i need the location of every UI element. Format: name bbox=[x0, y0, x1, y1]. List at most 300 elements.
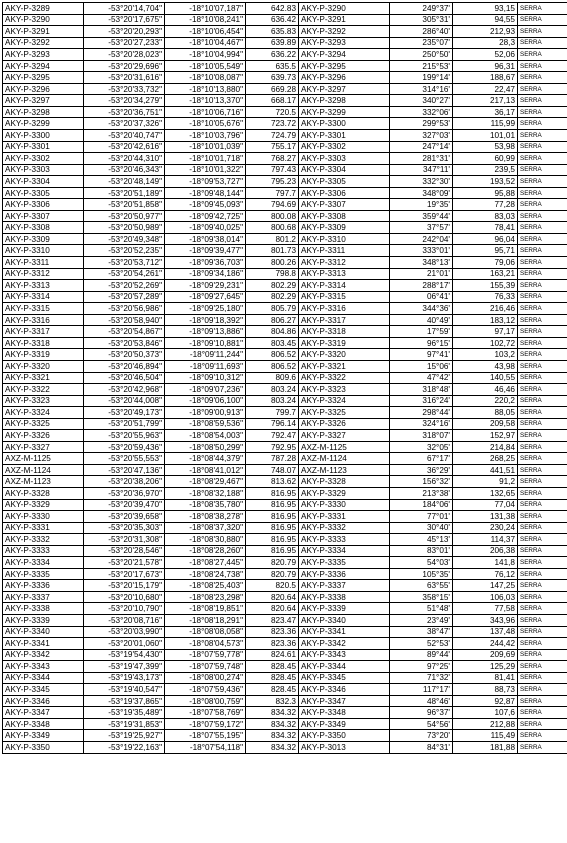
cell-distance: 212,93 bbox=[453, 26, 518, 38]
cell-longitude: -53°20'44,008" bbox=[84, 395, 165, 407]
cell-longitude: -53°20'46,504" bbox=[84, 372, 165, 384]
cell-altitude: 834.32 bbox=[246, 707, 299, 719]
cell-next-point-id: AKY-P-3331 bbox=[299, 511, 390, 523]
table-row bbox=[3, 441, 567, 453]
cell-azimuth: 51°48' bbox=[390, 603, 453, 615]
cell-latitude: -18°08'29,467" bbox=[165, 476, 246, 488]
cell-altitude: 828.45 bbox=[246, 684, 299, 696]
cell-altitude: 834.32 bbox=[246, 742, 299, 754]
cell-type: SERRA bbox=[518, 360, 567, 372]
cell-longitude: -53°19'35,489" bbox=[84, 707, 165, 719]
table-row bbox=[3, 326, 567, 338]
cell-altitude: 723.72 bbox=[246, 118, 299, 130]
cell-next-point-id: AXZ-M-1125 bbox=[299, 441, 390, 453]
cell-longitude: -53°20'51,858" bbox=[84, 199, 165, 211]
cell-latitude: -18°09'11,244" bbox=[165, 349, 246, 361]
cell-altitude: 669.28 bbox=[246, 83, 299, 95]
cell-type: SERRA bbox=[518, 49, 567, 61]
cell-latitude: -18°08'59,536" bbox=[165, 418, 246, 430]
cell-azimuth: 77°01' bbox=[390, 511, 453, 523]
cell-point-id: AKY-P-3345 bbox=[3, 684, 84, 696]
cell-distance: 132,65 bbox=[453, 487, 518, 499]
cell-next-point-id: AKY-P-3344 bbox=[299, 661, 390, 673]
table-row bbox=[3, 464, 567, 476]
cell-type: SERRA bbox=[518, 164, 567, 176]
cell-altitude: 816.95 bbox=[246, 522, 299, 534]
table-row bbox=[3, 672, 567, 684]
cell-next-point-id: AKY-P-3290 bbox=[299, 3, 390, 15]
cell-next-point-id: AKY-P-3292 bbox=[299, 26, 390, 38]
cell-distance: 97,17 bbox=[453, 326, 518, 338]
cell-azimuth: 213°38' bbox=[390, 487, 453, 499]
cell-latitude: -18°08'37,320" bbox=[165, 522, 246, 534]
cell-latitude: -18°07'59,748" bbox=[165, 661, 246, 673]
cell-next-point-id: AKY-P-3326 bbox=[299, 418, 390, 430]
cell-azimuth: 117°17' bbox=[390, 684, 453, 696]
cell-longitude: -53°20'17,675" bbox=[84, 14, 165, 26]
cell-longitude: -53°20'52,235" bbox=[84, 245, 165, 257]
cell-type: SERRA bbox=[518, 199, 567, 211]
cell-next-point-id: AKY-P-3298 bbox=[299, 95, 390, 107]
cell-type: SERRA bbox=[518, 661, 567, 673]
cell-longitude: -53°20'55,553" bbox=[84, 453, 165, 465]
cell-latitude: -18°08'00,274" bbox=[165, 672, 246, 684]
cell-type: SERRA bbox=[518, 684, 567, 696]
table-row bbox=[3, 303, 567, 315]
cell-distance: 101,01 bbox=[453, 130, 518, 142]
cell-azimuth: 67°17' bbox=[390, 453, 453, 465]
cell-latitude: -18°09'10,881" bbox=[165, 337, 246, 349]
cell-distance: 206,38 bbox=[453, 545, 518, 557]
cell-longitude: -53°20'53,712" bbox=[84, 257, 165, 269]
cell-altitude: 792.47 bbox=[246, 430, 299, 442]
cell-longitude: -53°20'39,658" bbox=[84, 511, 165, 523]
cell-point-id: AKY-P-3310 bbox=[3, 245, 84, 257]
cell-distance: 212,88 bbox=[453, 718, 518, 730]
cell-point-id: AKY-P-3332 bbox=[3, 534, 84, 546]
cell-latitude: -18°07'58,769" bbox=[165, 707, 246, 719]
cell-azimuth: 358°15' bbox=[390, 591, 453, 603]
cell-latitude: -18°10'06,454" bbox=[165, 26, 246, 38]
cell-altitude: 823.36 bbox=[246, 638, 299, 650]
cell-point-id: AKY-P-3318 bbox=[3, 337, 84, 349]
cell-type: SERRA bbox=[518, 545, 567, 557]
cell-altitude: 820.79 bbox=[246, 568, 299, 580]
cell-altitude: 800.68 bbox=[246, 222, 299, 234]
cell-next-point-id: AKY-P-3341 bbox=[299, 626, 390, 638]
cell-point-id: AKY-P-3342 bbox=[3, 649, 84, 661]
cell-distance: 60,99 bbox=[453, 153, 518, 165]
cell-latitude: -18°08'25,403" bbox=[165, 580, 246, 592]
cell-longitude: -53°20'58,940" bbox=[84, 314, 165, 326]
cell-azimuth: 281°31' bbox=[390, 153, 453, 165]
cell-altitude: 792.95 bbox=[246, 441, 299, 453]
cell-distance: 244,42 bbox=[453, 638, 518, 650]
cell-latitude: -18°08'18,291" bbox=[165, 614, 246, 626]
cell-distance: 163,21 bbox=[453, 268, 518, 280]
cell-point-id: AKY-P-3346 bbox=[3, 695, 84, 707]
table-row bbox=[3, 407, 567, 419]
table-row bbox=[3, 695, 567, 707]
cell-type: SERRA bbox=[518, 487, 567, 499]
cell-altitude: 803.45 bbox=[246, 337, 299, 349]
cell-azimuth: 105°35' bbox=[390, 568, 453, 580]
cell-type: SERRA bbox=[518, 499, 567, 511]
cell-next-point-id: AKY-P-3339 bbox=[299, 603, 390, 615]
cell-azimuth: 333°01' bbox=[390, 245, 453, 257]
cell-point-id: AKY-P-3333 bbox=[3, 545, 84, 557]
cell-type: SERRA bbox=[518, 14, 567, 26]
cell-azimuth: 305°31' bbox=[390, 14, 453, 26]
cell-azimuth: 63°55' bbox=[390, 580, 453, 592]
cell-longitude: -53°20'10,790" bbox=[84, 603, 165, 615]
table-row bbox=[3, 37, 567, 49]
cell-altitude: 806.52 bbox=[246, 360, 299, 372]
cell-azimuth: 84°31' bbox=[390, 742, 453, 754]
cell-type: SERRA bbox=[518, 337, 567, 349]
cell-latitude: -18°10'01,039" bbox=[165, 141, 246, 153]
cell-distance: 140,55 bbox=[453, 372, 518, 384]
cell-altitude: 642.83 bbox=[246, 3, 299, 15]
cell-next-point-id: AKY-P-3316 bbox=[299, 303, 390, 315]
cell-azimuth: 249°37' bbox=[390, 3, 453, 15]
cell-distance: 92,87 bbox=[453, 695, 518, 707]
cell-latitude: -18°10'07,187" bbox=[165, 3, 246, 15]
cell-distance: 76,12 bbox=[453, 568, 518, 580]
cell-next-point-id: AKY-P-3317 bbox=[299, 314, 390, 326]
cell-point-id: AKY-P-3303 bbox=[3, 164, 84, 176]
cell-next-point-id: AKY-P-3346 bbox=[299, 684, 390, 696]
cell-altitude: 768.27 bbox=[246, 153, 299, 165]
cell-altitude: 823.47 bbox=[246, 614, 299, 626]
cell-next-point-id: AKY-P-3333 bbox=[299, 534, 390, 546]
cell-point-id: AKY-P-3330 bbox=[3, 511, 84, 523]
cell-type: SERRA bbox=[518, 534, 567, 546]
cell-longitude: -53°20'49,173" bbox=[84, 407, 165, 419]
cell-longitude: -53°20'42,968" bbox=[84, 384, 165, 396]
cell-latitude: -18°08'00,759" bbox=[165, 695, 246, 707]
cell-azimuth: 344°36' bbox=[390, 303, 453, 315]
cell-next-point-id: AKY-P-3312 bbox=[299, 257, 390, 269]
cell-latitude: -18°09'36,703" bbox=[165, 257, 246, 269]
cell-latitude: -18°10'05,676" bbox=[165, 118, 246, 130]
cell-latitude: -18°09'13,886" bbox=[165, 326, 246, 338]
cell-next-point-id: AKY-P-3308 bbox=[299, 210, 390, 222]
cell-azimuth: 83°01' bbox=[390, 545, 453, 557]
cell-point-id: AKY-P-3313 bbox=[3, 280, 84, 292]
cell-next-point-id: AKY-P-3301 bbox=[299, 130, 390, 142]
table-row bbox=[3, 614, 567, 626]
cell-azimuth: 359°44' bbox=[390, 210, 453, 222]
cell-azimuth: 96°37' bbox=[390, 707, 453, 719]
cell-type: SERRA bbox=[518, 153, 567, 165]
cell-distance: 214,84 bbox=[453, 441, 518, 453]
cell-point-id: AKY-P-3299 bbox=[3, 118, 84, 130]
table-row bbox=[3, 141, 567, 153]
cell-type: SERRA bbox=[518, 430, 567, 442]
cell-longitude: -53°20'08,716" bbox=[84, 614, 165, 626]
cell-next-point-id: AKY-P-3320 bbox=[299, 349, 390, 361]
cell-azimuth: 324°16' bbox=[390, 418, 453, 430]
cell-next-point-id: AKY-P-3336 bbox=[299, 568, 390, 580]
cell-point-id: AKY-P-3335 bbox=[3, 568, 84, 580]
cell-altitude: 802.29 bbox=[246, 280, 299, 292]
cell-type: SERRA bbox=[518, 580, 567, 592]
cell-type: SERRA bbox=[518, 106, 567, 118]
cell-latitude: -18°08'08,058" bbox=[165, 626, 246, 638]
cell-point-id: AKY-P-3336 bbox=[3, 580, 84, 592]
table-row bbox=[3, 372, 567, 384]
cell-longitude: -53°20'47,136" bbox=[84, 464, 165, 476]
cell-next-point-id: AKY-P-3294 bbox=[299, 49, 390, 61]
cell-next-point-id: AKY-P-3345 bbox=[299, 672, 390, 684]
cell-next-point-id: AXZ-M-1123 bbox=[299, 464, 390, 476]
cell-altitude: 803.24 bbox=[246, 384, 299, 396]
cell-latitude: -18°09'06,100" bbox=[165, 395, 246, 407]
cell-azimuth: 318°07' bbox=[390, 430, 453, 442]
cell-altitude: 828.45 bbox=[246, 672, 299, 684]
cell-type: SERRA bbox=[518, 83, 567, 95]
cell-altitude: 636.22 bbox=[246, 49, 299, 61]
table-row bbox=[3, 210, 567, 222]
cell-longitude: -53°19'25,927" bbox=[84, 730, 165, 742]
cell-next-point-id: AKY-P-3305 bbox=[299, 176, 390, 188]
cell-latitude: -18°09'53,727" bbox=[165, 176, 246, 188]
cell-point-id: AKY-P-3341 bbox=[3, 638, 84, 650]
cell-distance: 95,71 bbox=[453, 245, 518, 257]
cell-point-id: AKY-P-3328 bbox=[3, 487, 84, 499]
cell-next-point-id: AKY-P-3348 bbox=[299, 707, 390, 719]
cell-azimuth: 199°14' bbox=[390, 72, 453, 84]
table-row bbox=[3, 130, 567, 142]
cell-distance: 343,96 bbox=[453, 614, 518, 626]
cell-azimuth: 15°06' bbox=[390, 360, 453, 372]
cell-point-id: AKY-P-3298 bbox=[3, 106, 84, 118]
cell-longitude: -53°20'14,704" bbox=[84, 3, 165, 15]
cell-type: SERRA bbox=[518, 407, 567, 419]
cell-next-point-id: AKY-P-3313 bbox=[299, 268, 390, 280]
cell-distance: 268,25 bbox=[453, 453, 518, 465]
cell-altitude: 820.64 bbox=[246, 603, 299, 615]
cell-latitude: -18°09'07,236" bbox=[165, 384, 246, 396]
cell-azimuth: 38°47' bbox=[390, 626, 453, 638]
cell-distance: 88,05 bbox=[453, 407, 518, 419]
cell-point-id: AKY-P-3308 bbox=[3, 222, 84, 234]
cell-azimuth: 96°15' bbox=[390, 337, 453, 349]
table-row bbox=[3, 222, 567, 234]
cell-latitude: -18°09'38,014" bbox=[165, 233, 246, 245]
cell-latitude: -18°09'29,231" bbox=[165, 280, 246, 292]
cell-altitude: 639.73 bbox=[246, 72, 299, 84]
table-row bbox=[3, 153, 567, 165]
cell-longitude: -53°20'36,751" bbox=[84, 106, 165, 118]
cell-point-id: AKY-P-3344 bbox=[3, 672, 84, 684]
table-row bbox=[3, 649, 567, 661]
cell-longitude: -53°20'29,696" bbox=[84, 60, 165, 72]
cell-azimuth: 299°53' bbox=[390, 118, 453, 130]
table-row bbox=[3, 545, 567, 557]
cell-azimuth: 48°46' bbox=[390, 695, 453, 707]
cell-azimuth: 52°53' bbox=[390, 638, 453, 650]
cell-distance: 441,51 bbox=[453, 464, 518, 476]
cell-latitude: -18°09'11,693" bbox=[165, 360, 246, 372]
cell-point-id: AKY-P-3340 bbox=[3, 626, 84, 638]
table-row bbox=[3, 418, 567, 430]
cell-next-point-id: AKY-P-3315 bbox=[299, 291, 390, 303]
cell-azimuth: 184°06' bbox=[390, 499, 453, 511]
cell-altitude: 798.8 bbox=[246, 268, 299, 280]
cell-point-id: AKY-P-3325 bbox=[3, 418, 84, 430]
cell-longitude: -53°20'15,179" bbox=[84, 580, 165, 592]
cell-azimuth: 19°35' bbox=[390, 199, 453, 211]
cell-altitude: 809.6 bbox=[246, 372, 299, 384]
cell-latitude: -18°10'04,994" bbox=[165, 49, 246, 61]
cell-type: SERRA bbox=[518, 280, 567, 292]
table-row bbox=[3, 395, 567, 407]
cell-altitude: 720.5 bbox=[246, 106, 299, 118]
cell-altitude: 755.17 bbox=[246, 141, 299, 153]
cell-distance: 107,6 bbox=[453, 707, 518, 719]
cell-azimuth: 73°20' bbox=[390, 730, 453, 742]
table-row bbox=[3, 511, 567, 523]
cell-azimuth: 54°03' bbox=[390, 557, 453, 569]
cell-latitude: -18°07'59,436" bbox=[165, 684, 246, 696]
table-row bbox=[3, 291, 567, 303]
cell-point-id: AKY-P-3349 bbox=[3, 730, 84, 742]
cell-longitude: -53°20'36,970" bbox=[84, 487, 165, 499]
cell-point-id: AKY-P-3304 bbox=[3, 176, 84, 188]
cell-longitude: -53°20'21,578" bbox=[84, 557, 165, 569]
cell-point-id: AKY-P-3327 bbox=[3, 441, 84, 453]
cell-longitude: -53°19'37,865" bbox=[84, 695, 165, 707]
coordinates-table-wrapper bbox=[2, 2, 567, 754]
table-row bbox=[3, 268, 567, 280]
cell-point-id: AKY-P-3305 bbox=[3, 187, 84, 199]
cell-latitude: -18°10'08,241" bbox=[165, 14, 246, 26]
cell-azimuth: 71°32' bbox=[390, 672, 453, 684]
cell-next-point-id: AKY-P-3343 bbox=[299, 649, 390, 661]
cell-point-id: AKY-P-3295 bbox=[3, 72, 84, 84]
cell-longitude: -53°20'28,023" bbox=[84, 49, 165, 61]
cell-distance: 96,31 bbox=[453, 60, 518, 72]
cell-altitude: 636.42 bbox=[246, 14, 299, 26]
cell-longitude: -53°19'40,547" bbox=[84, 684, 165, 696]
cell-distance: 93,15 bbox=[453, 3, 518, 15]
cell-type: SERRA bbox=[518, 476, 567, 488]
table-row bbox=[3, 314, 567, 326]
cell-distance: 152,97 bbox=[453, 430, 518, 442]
cell-point-id: AKY-P-3338 bbox=[3, 603, 84, 615]
table-row bbox=[3, 118, 567, 130]
cell-point-id: AKY-P-3290 bbox=[3, 14, 84, 26]
cell-latitude: -18°08'30,880" bbox=[165, 534, 246, 546]
cell-next-point-id: AKY-P-3325 bbox=[299, 407, 390, 419]
cell-altitude: 800.26 bbox=[246, 257, 299, 269]
cell-altitude: 828.45 bbox=[246, 661, 299, 673]
cell-latitude: -18°09'40,025" bbox=[165, 222, 246, 234]
cell-longitude: -53°20'50,373" bbox=[84, 349, 165, 361]
cell-type: SERRA bbox=[518, 453, 567, 465]
cell-latitude: -18°09'10,312" bbox=[165, 372, 246, 384]
cell-altitude: 801.73 bbox=[246, 245, 299, 257]
cell-latitude: -18°08'38,278" bbox=[165, 511, 246, 523]
cell-next-point-id: AKY-P-3327 bbox=[299, 430, 390, 442]
cell-type: SERRA bbox=[518, 257, 567, 269]
cell-type: SERRA bbox=[518, 26, 567, 38]
cell-next-point-id: AKY-P-3318 bbox=[299, 326, 390, 338]
cell-distance: 115,99 bbox=[453, 118, 518, 130]
cell-distance: 141,8 bbox=[453, 557, 518, 569]
cell-next-point-id: AXZ-M-1124 bbox=[299, 453, 390, 465]
cell-longitude: -53°20'59,436" bbox=[84, 441, 165, 453]
table-row bbox=[3, 106, 567, 118]
table-row bbox=[3, 591, 567, 603]
cell-altitude: 806.52 bbox=[246, 349, 299, 361]
table-row bbox=[3, 360, 567, 372]
cell-distance: 220,2 bbox=[453, 395, 518, 407]
cell-type: SERRA bbox=[518, 384, 567, 396]
cell-longitude: -53°20'42,616" bbox=[84, 141, 165, 153]
cell-point-id: AKY-P-3314 bbox=[3, 291, 84, 303]
cell-type: SERRA bbox=[518, 626, 567, 638]
cell-azimuth: 332°06' bbox=[390, 106, 453, 118]
cell-altitude: 802.29 bbox=[246, 291, 299, 303]
cell-longitude: -53°20'50,989" bbox=[84, 222, 165, 234]
cell-azimuth: 298°44' bbox=[390, 407, 453, 419]
cell-longitude: -53°20'40,747" bbox=[84, 130, 165, 142]
table-row bbox=[3, 499, 567, 511]
cell-altitude: 805.79 bbox=[246, 303, 299, 315]
cell-latitude: -18°08'50,299" bbox=[165, 441, 246, 453]
cell-longitude: -53°20'46,343" bbox=[84, 164, 165, 176]
cell-point-id: AKY-P-3350 bbox=[3, 742, 84, 754]
table-row bbox=[3, 280, 567, 292]
cell-latitude: -18°08'19,851" bbox=[165, 603, 246, 615]
cell-type: SERRA bbox=[518, 557, 567, 569]
cell-distance: 188,67 bbox=[453, 72, 518, 84]
cell-azimuth: 348°09' bbox=[390, 187, 453, 199]
cell-next-point-id: AKY-P-3309 bbox=[299, 222, 390, 234]
table-row bbox=[3, 3, 567, 15]
cell-distance: 193,52 bbox=[453, 176, 518, 188]
cell-distance: 77,28 bbox=[453, 199, 518, 211]
table-row bbox=[3, 534, 567, 546]
cell-azimuth: 247°14' bbox=[390, 141, 453, 153]
cell-distance: 77,04 bbox=[453, 499, 518, 511]
table-row bbox=[3, 187, 567, 199]
cell-next-point-id: AKY-P-3332 bbox=[299, 522, 390, 534]
cell-type: SERRA bbox=[518, 695, 567, 707]
cell-next-point-id: AKY-P-3323 bbox=[299, 384, 390, 396]
table-row bbox=[3, 60, 567, 72]
cell-altitude: 800.08 bbox=[246, 210, 299, 222]
cell-point-id: AKY-P-3296 bbox=[3, 83, 84, 95]
table-row bbox=[3, 14, 567, 26]
cell-type: SERRA bbox=[518, 314, 567, 326]
cell-azimuth: 06°41' bbox=[390, 291, 453, 303]
cell-azimuth: 286°40' bbox=[390, 26, 453, 38]
cell-point-id: AXZ-M-1125 bbox=[3, 453, 84, 465]
cell-type: SERRA bbox=[518, 95, 567, 107]
cell-azimuth: 327°03' bbox=[390, 130, 453, 142]
cell-next-point-id: AKY-P-3291 bbox=[299, 14, 390, 26]
cell-azimuth: 45°13' bbox=[390, 534, 453, 546]
cell-distance: 183,12 bbox=[453, 314, 518, 326]
cell-altitude: 801.2 bbox=[246, 233, 299, 245]
cell-longitude: -53°19'47,399" bbox=[84, 661, 165, 673]
cell-point-id: AKY-P-3309 bbox=[3, 233, 84, 245]
cell-type: SERRA bbox=[518, 303, 567, 315]
